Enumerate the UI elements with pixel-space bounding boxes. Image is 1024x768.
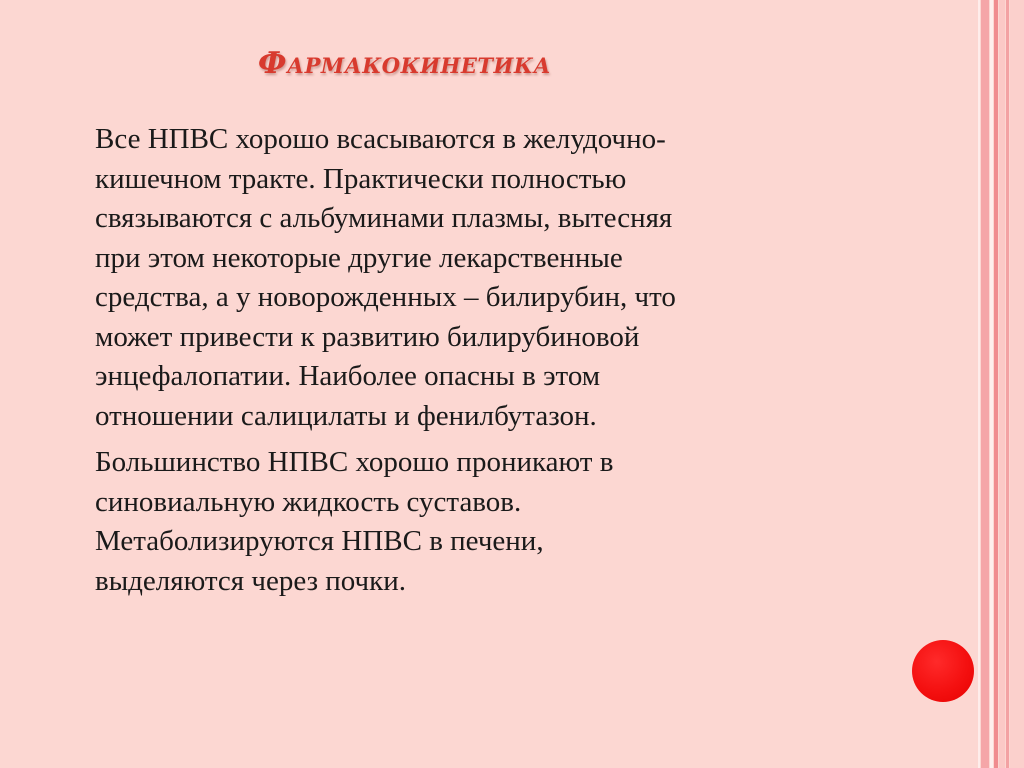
decorative-stripe [990, 0, 993, 768]
text-line: связываются с альбуминами плазмы, вытесняя [95, 202, 673, 234]
text-line: синовиальную жидкость суставов. [95, 485, 522, 518]
text-line: энцефалопатии. Наиболее опасны в этом [95, 360, 601, 392]
text-line: кишечном тракте. Практически полностью [95, 162, 627, 195]
slide-body [95, 120, 895, 608]
slide-title-text: Фармакокинетика [258, 46, 552, 81]
text-line: средства, а у новорожденных – билирубин, что [95, 281, 676, 313]
text-line: при этом некоторые другие лекарственные [95, 241, 623, 274]
text-line: Метаболизируются НПВС в печени, [95, 525, 544, 557]
text-line: Большинство НПВС хорошо проникают в [95, 446, 614, 478]
paragraph-pharmacokinetics-absorption [95, 120, 895, 436]
text-line: Все НПВС хорошо всасываются в желудочно- [95, 123, 666, 155]
decorative-stripe [1010, 0, 1024, 768]
slide-title [258, 46, 551, 81]
decorative-stripe [1006, 0, 1009, 768]
decorative-stripe [994, 0, 998, 768]
decorative-stripe [981, 0, 989, 768]
text-line: может привести к развитию билирубиновой [95, 320, 640, 353]
text-line: выделяются через почки. [95, 564, 406, 597]
decorative-stripe [999, 0, 1005, 768]
red-circle-decoration [912, 640, 974, 702]
text-line: отношении салицилаты и фенилбутазон. [95, 399, 597, 432]
decorative-stripe [978, 0, 980, 768]
paragraph-pharmacokinetics-distribution [95, 443, 895, 601]
